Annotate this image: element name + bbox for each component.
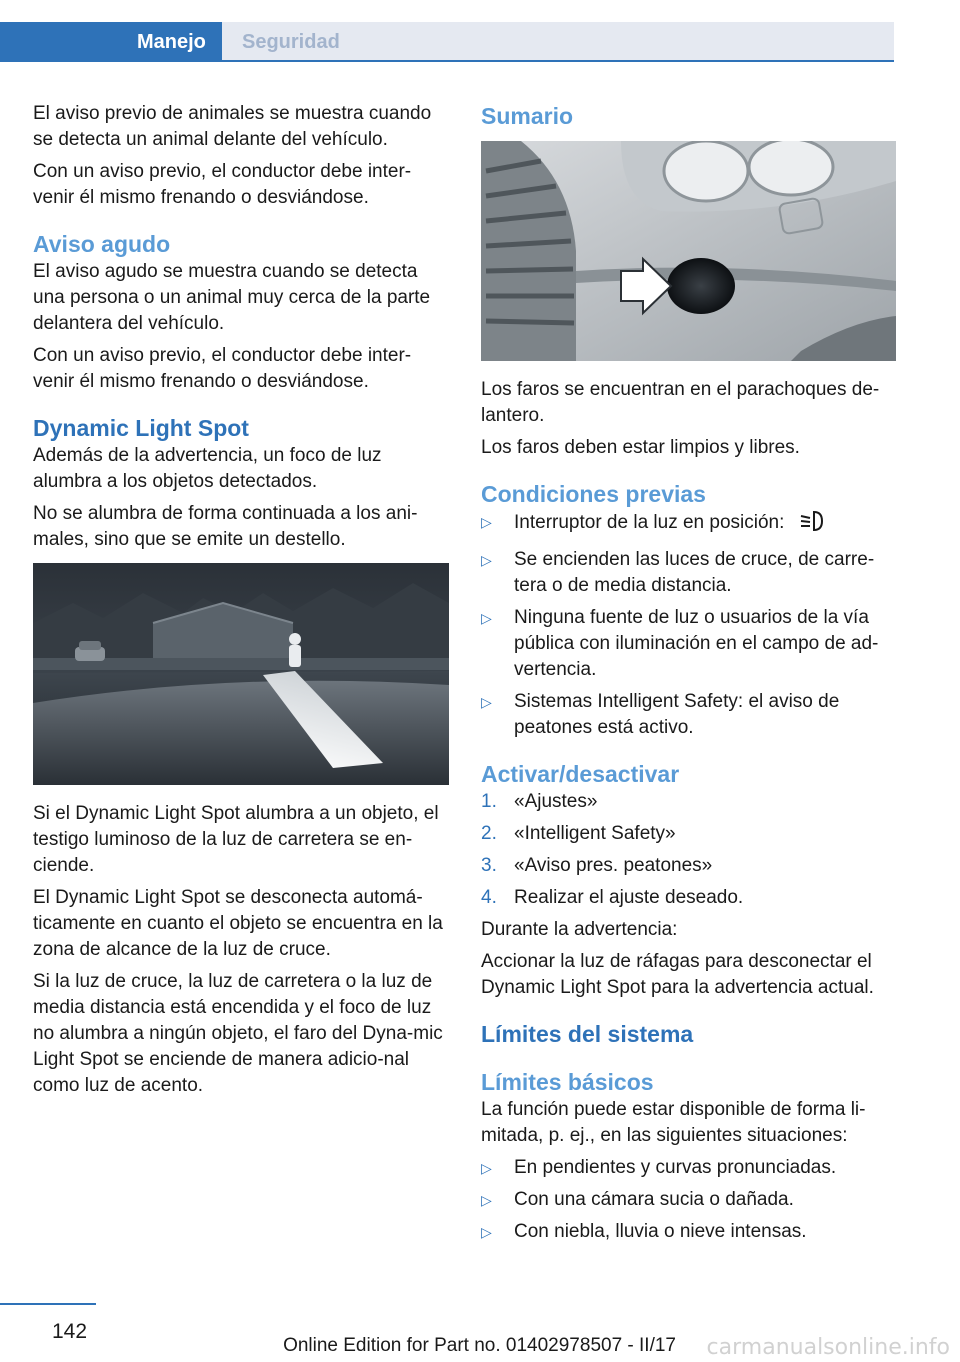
triangle-bullet-icon: ▷: [481, 552, 492, 568]
triangle-bullet-icon: ▷: [481, 694, 492, 710]
limites-list: [481, 1155, 896, 1245]
list-item: 3. «Aviso pres. peatones»: [481, 855, 713, 876]
list-item: ▷ Con niebla, lluvia o nieve intensas.: [481, 1219, 896, 1245]
paragraph-aviso-previo: El aviso previo de animales se muestra cuando se detecta un animal delante del vehículo.: [33, 103, 432, 150]
page-number: 142: [52, 1320, 88, 1343]
paragraph-testigo: Si el Dynamic Light Spot alumbra a un objeto, el testigo luminoso de la luz de carretera se en‐ciende.: [33, 803, 439, 876]
triangle-bullet-icon: ▷: [481, 1192, 492, 1208]
list-item: ▷ En pendientes y curvas pronunciadas.: [481, 1155, 896, 1181]
list-item: ▷ Con una cámara sucia o dañada.: [481, 1187, 896, 1213]
list-item: ▷ Ninguna fuente de luz o usuarios de la vía pública con iluminación en el campo de ad‐vertencia.: [481, 607, 879, 680]
condiciones-list: [481, 509, 896, 741]
list-item: 4. Realizar el ajuste deseado.: [481, 887, 744, 908]
heading-limites-sistema: Límites del sistema: [481, 1021, 694, 1047]
list-item: 2. «Intelligent Safety»: [481, 823, 676, 844]
paragraph-destello: No se alumbra de forma continuada a los ani‐males, sino que se emite un destello.: [33, 503, 418, 550]
heading-condiciones-previas: Condiciones previas: [481, 481, 706, 507]
tab-seguridad[interactable]: Seguridad: [222, 22, 894, 60]
tab-manejo[interactable]: Manejo: [0, 22, 222, 60]
paragraph-luz-acento: Si la luz de cruce, la luz de carretera o la luz de media distancia está encendida y el foco de luz no alumbra a ningún objeto, el faro del Dyna‐mic Light Spot se enciende de manera adicio‐nal como luz de acento.: [33, 971, 443, 1096]
headlight-illustration: [481, 141, 896, 361]
tab-divider: [0, 60, 894, 62]
watermark: carmanualsonline.info: [706, 1335, 950, 1360]
paragraph-desconecta: El Dynamic Light Spot se desconecta automá‐ticamente en cuanto el objeto se encuentra en la zona de alcance de la luz de cruce.: [33, 887, 443, 960]
heading-limites-basicos: Límites básicos: [481, 1069, 654, 1095]
triangle-bullet-icon: ▷: [481, 1224, 492, 1240]
triangle-bullet-icon: ▷: [481, 610, 492, 626]
night-road-illustration: [33, 563, 449, 785]
paragraph-foco-de-luz: Además de la advertencia, un foco de luz alumbra a los objetos detectados.: [33, 445, 382, 492]
triangle-bullet-icon: ▷: [481, 1160, 492, 1176]
paragraph-rafagas: Accionar la luz de ráfagas para desconectar el Dynamic Light Spot para la advertencia actual.: [481, 951, 874, 998]
edition-footer: Online Edition for Part no. 01402978507 - II/17: [283, 1335, 676, 1356]
paragraph-aviso-agudo: El aviso agudo se muestra cuando se detecta una persona o un animal muy cerca de la parte delantera del vehículo.: [33, 261, 431, 334]
paragraph-intervenir-1: Con un aviso previo, el conductor debe inter‐venir él mismo frenando o desviándose.: [33, 161, 412, 208]
paragraph-funcion-limitada: La función puede estar disponible de forma li‐mitada, p. ej., en las siguientes situaciones:: [481, 1099, 866, 1146]
steps-list: [481, 789, 896, 911]
paragraph-faros-ubicacion: Los faros se encuentran en el parachoques de‐lantero.: [481, 379, 880, 426]
heading-dynamic-light-spot: Dynamic Light Spot: [33, 415, 249, 441]
page-number-rule: [0, 1303, 96, 1305]
heading-sumario: Sumario: [481, 103, 574, 129]
paragraph-intervenir-2: Con un aviso previo, el conductor debe inter‐venir él mismo frenando o desviándose.: [33, 345, 412, 392]
chapter-tabbar: [0, 0, 960, 60]
heading-activar-desactivar: Activar/desactivar: [481, 761, 680, 787]
list-item: ▷ Se encienden las luces de cruce, de carre‐tera o de media distancia.: [481, 549, 875, 596]
list-item: 1. «Ajustes»: [481, 791, 598, 812]
paragraph-durante-advertencia: Durante la advertencia:: [481, 919, 678, 940]
right-column: [481, 101, 896, 1251]
list-item: ▷ Sistemas Intelligent Safety: el aviso de peatones está activo.: [481, 691, 840, 738]
heading-aviso-agudo: Aviso agudo: [33, 231, 171, 257]
triangle-bullet-icon: ▷: [481, 514, 492, 530]
list-item: ▷ Interruptor de la luz en posición:: [481, 509, 896, 541]
left-column: [33, 101, 449, 1105]
light-switch-icon: [798, 509, 824, 541]
paragraph-faros-limpios: Los faros deben estar limpios y libres.: [481, 437, 800, 458]
